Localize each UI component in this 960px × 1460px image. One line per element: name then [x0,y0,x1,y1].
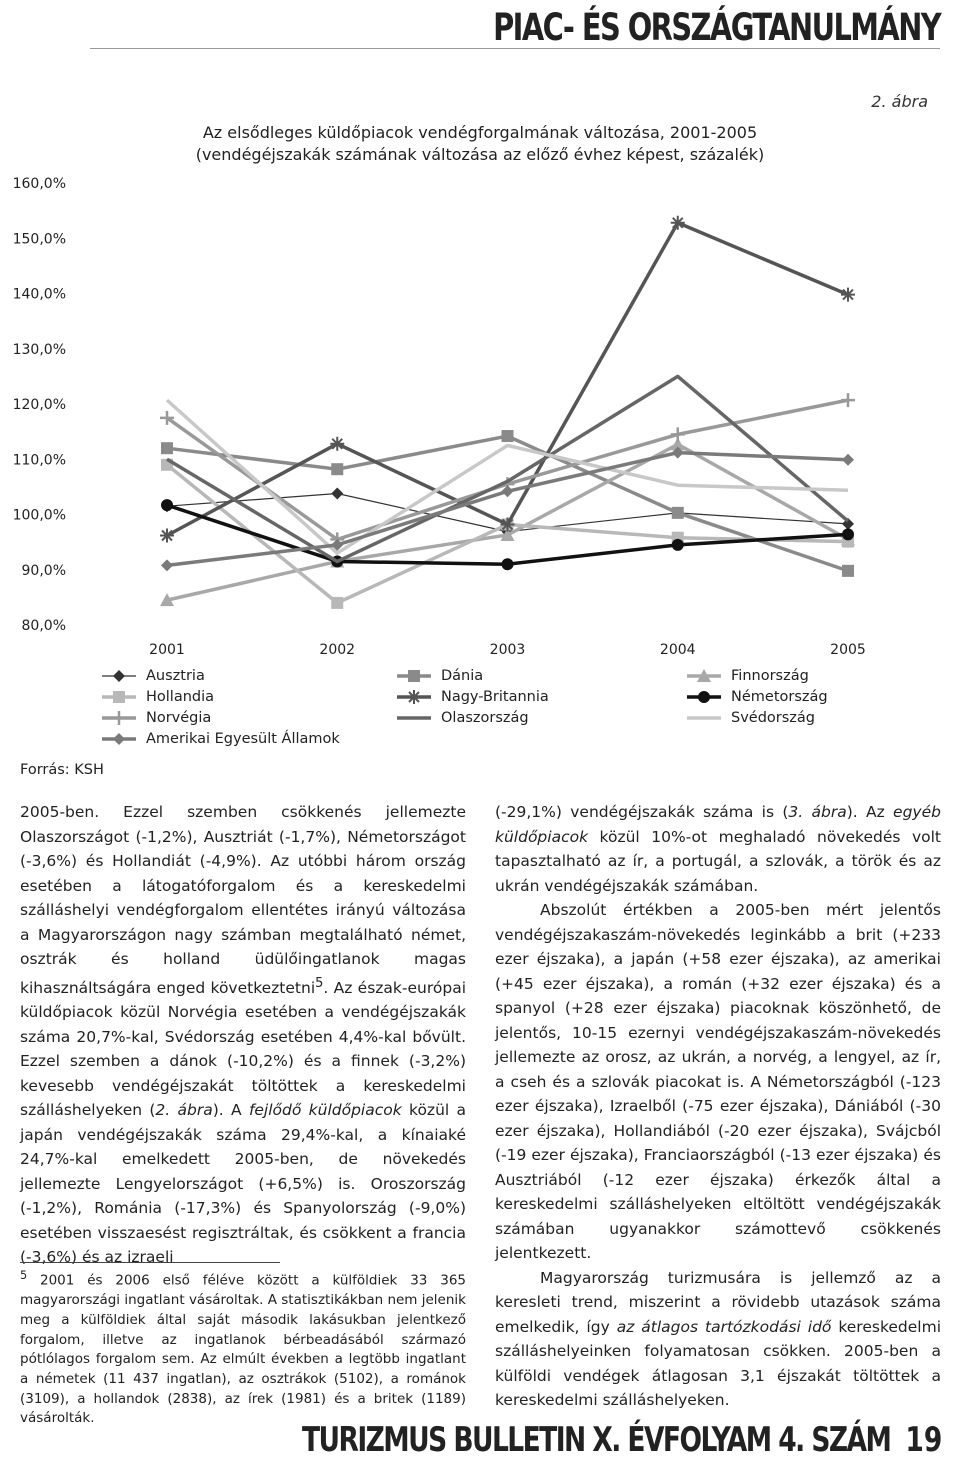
data-point [407,690,421,704]
legend-label: Németország [731,689,828,705]
data-point [501,517,515,531]
legend-item [100,708,211,728]
data-point [408,670,420,682]
data-point [672,507,684,519]
data-point [113,670,125,682]
legend-item [685,666,809,686]
data-point [161,499,173,511]
line-chart [0,0,960,660]
legend-label: Svédország [731,710,815,726]
body-column-left: 2005-ben. Ezzel szemben csökkenés jellemezte Olaszországot (-1,2%), Ausztriát (-1,7%), Németországot (-3,6%) és Hollandiát (-4,9%). Az utóbbi három ország esetében a látogatóforgalom és a kereskedelmi szálláshelyi vendégforgalom ellentétes irányú változása a Magyarországon nagy számban megtalálható német, osztrák és holland üdülőingatlanok magas kihasználtságára enged következtetni$^5$. Az észak-európai küldőpiacok közül Norvégia esetében a vendégéjszakák száma 20,7%-kal, Svédország esetében 4,4%-kal bővült. Ezzel szemben a dánok (-10,2%) és a finnek (-3,2%) kevesebb vendégéjszakát töltöttek a kereskedelmi szálláshelyeken (2. ábra). A fejlődő küldőpiacok közül a japán vendégéjszakák száma 29,4%-kal, a kínaiaké 24,7%-kal emelkedett 2005-ben, de növekedés jellemezte Lengyelországot (+6,5%) is. Oroszország (-1,2%), Románia (-17,3%) és Spanyolország (-9,0%) esetében visszaesést regisztráltak, és csökkent a francia (-3,6%) és az izraeli [20,803,467,1267]
x-tick-label: 2002 [319,642,356,658]
y-tick-label: 90,0% [21,562,66,579]
data-point [330,437,344,451]
legend-label: Finnország [731,668,809,684]
legend-label: Nagy-Britannia [441,689,549,705]
legend-item [395,666,483,686]
legend-swatch [100,710,138,726]
legend-label: Ausztria [146,668,205,684]
data-point [502,558,514,570]
legend-item [100,666,205,686]
data-point [671,216,685,230]
y-tick-label: 160,0% [12,176,66,192]
legend-item [395,708,529,728]
legend-swatch [685,689,723,705]
footnote: $^5$ 2001 és 2006 első féléve között a külföldiek 33 365 magyarországi ingatlant vásároltak. A statisztikákban nem jelenik meg a külföldiek által saját második lakásukban jelentkező forgalom, illetve az ingatlanok bérbeadásából származó pótlólagos forgalom sem. Az elmúlt években a legtöbb ingatlant a németek (11 437 ingatlan), az osztrákok (5102), a románok (3109), a hollandok (2838), az írek (1981) és a britek (1189) vásárolták. [20,1269,466,1427]
y-tick-label: 80,0% [21,618,66,634]
data-point [671,427,685,441]
body-column-right: (-29,1%) vendégéjszakák száma is (3. ábra). Az egyéb küldőpiacok közül 10%-ot meghaladó növekedés volt tapasztalható az ír, a portugál, a szlovák, a török és az ukrán vendégéjszakák számában. Abszolút értékben a 2005-ben mért jelentős vendégéjszakaszám-növekedés leginkább a brit (+233 ezer éjszaka), a japán (+58 ezer éjszaka), az amerikai (+45 ezer éjszaka), a román (+32 ezer éjszaka) és a spanyol (+28 ezer éjszaka) piacoknak köszönhető, de jelentős, 10-15 ezernyi vendégéjszakaszám-növekedés jellemezte az orosz, az ukrán, a norvég, a lengyel, az ír, a cseh és a szlovák piacokat is. A Németországból (-123 ezer éjszaka), Izraelből (-75 ezer éjszaka), Dániából (-30 ezer éjszaka), Hollandiából (-20 ezer éjszaka), Svájcból (-19 ezer éjszaka), Franciaországból (-13 ezer éjszaka) és Ausztriából (-12 ezer éjszaka) érkezők által a kereskedelmi szálláshelyeken eltöltött vendégéjszakák számában ugyanakkor számottevő csökkenés jelentkezett. Magyarország turizmusára is jellemző az a keresleti trend, miszerint a rövidebb utazások száma emelkedik, így az átlagos tartózkodási idő kereskedelmi szálláshelyeinken folyamatosan csökken. 2005-ben a külföldi vendégek átlagosan 3,1 éjszakát töltöttek a kereskedelmi szálláshelyeken. [495,803,941,1409]
data-point [672,539,684,551]
legend-item [100,687,214,707]
header-title: PIAC- ÉS ORSZÁGTANULMÁNY [492,6,940,49]
data-point [331,597,343,609]
legend-label: Olaszország [441,710,529,726]
data-point [331,463,343,475]
legend-swatch [395,710,433,726]
chart-title-line2: (vendégéjszakák számának változása az előző évhez képest, százalék) [195,145,765,164]
data-point [698,691,710,703]
legend-item [395,687,549,707]
y-tick-label: 140,0% [12,286,66,303]
legend-swatch [395,689,433,705]
data-point [841,288,855,302]
series-line [161,447,854,572]
data-point [113,691,125,703]
legend-label: Hollandia [146,689,215,705]
data-point [161,442,173,454]
chart-title-line1: Az elsődleges küldőpiacok vendégforgalmának változása, 2001-2005 [202,123,758,142]
data-point [842,565,854,577]
data-point [842,454,854,466]
legend-item [685,708,815,728]
data-point [502,430,514,442]
data-point [161,559,173,571]
y-tick-label: 150,0% [12,231,66,248]
data-point [841,393,855,407]
data-point [113,733,125,745]
y-tick-label: 120,0% [12,397,66,413]
figure-label: 2. ábra [871,92,928,111]
legend-swatch [100,731,138,747]
legend-label: Amerikai Egyesült Államok [146,731,340,747]
legend-swatch [685,668,723,684]
legend-label: Dánia [441,668,484,684]
data-point [112,711,126,725]
y-tick-label: 100,0% [12,507,66,524]
legend-swatch [100,689,138,705]
x-tick-label: 2005 [830,642,866,658]
legend-swatch [395,668,433,684]
legend-label: Norvégia [146,710,212,726]
x-tick-label: 2004 [659,642,696,658]
legend-item [685,687,828,707]
x-tick-label: 2003 [489,642,526,658]
figure-source: Forrás: KSH [20,762,104,778]
legend-swatch [100,668,138,684]
legend-item [100,729,340,749]
data-point [160,528,174,542]
data-point [842,528,854,540]
y-tick-label: 110,0% [12,452,66,469]
footer-title: TURIZMUS BULLETIN X. ÉVFOLYAM 4. SZÁM [301,1420,890,1460]
page-number: 19 [905,1420,942,1460]
x-tick-label: 2001 [149,642,185,658]
y-tick-label: 130,0% [12,341,66,358]
legend-swatch [685,710,723,726]
footnote-rule [20,1262,280,1263]
data-point [331,488,343,500]
